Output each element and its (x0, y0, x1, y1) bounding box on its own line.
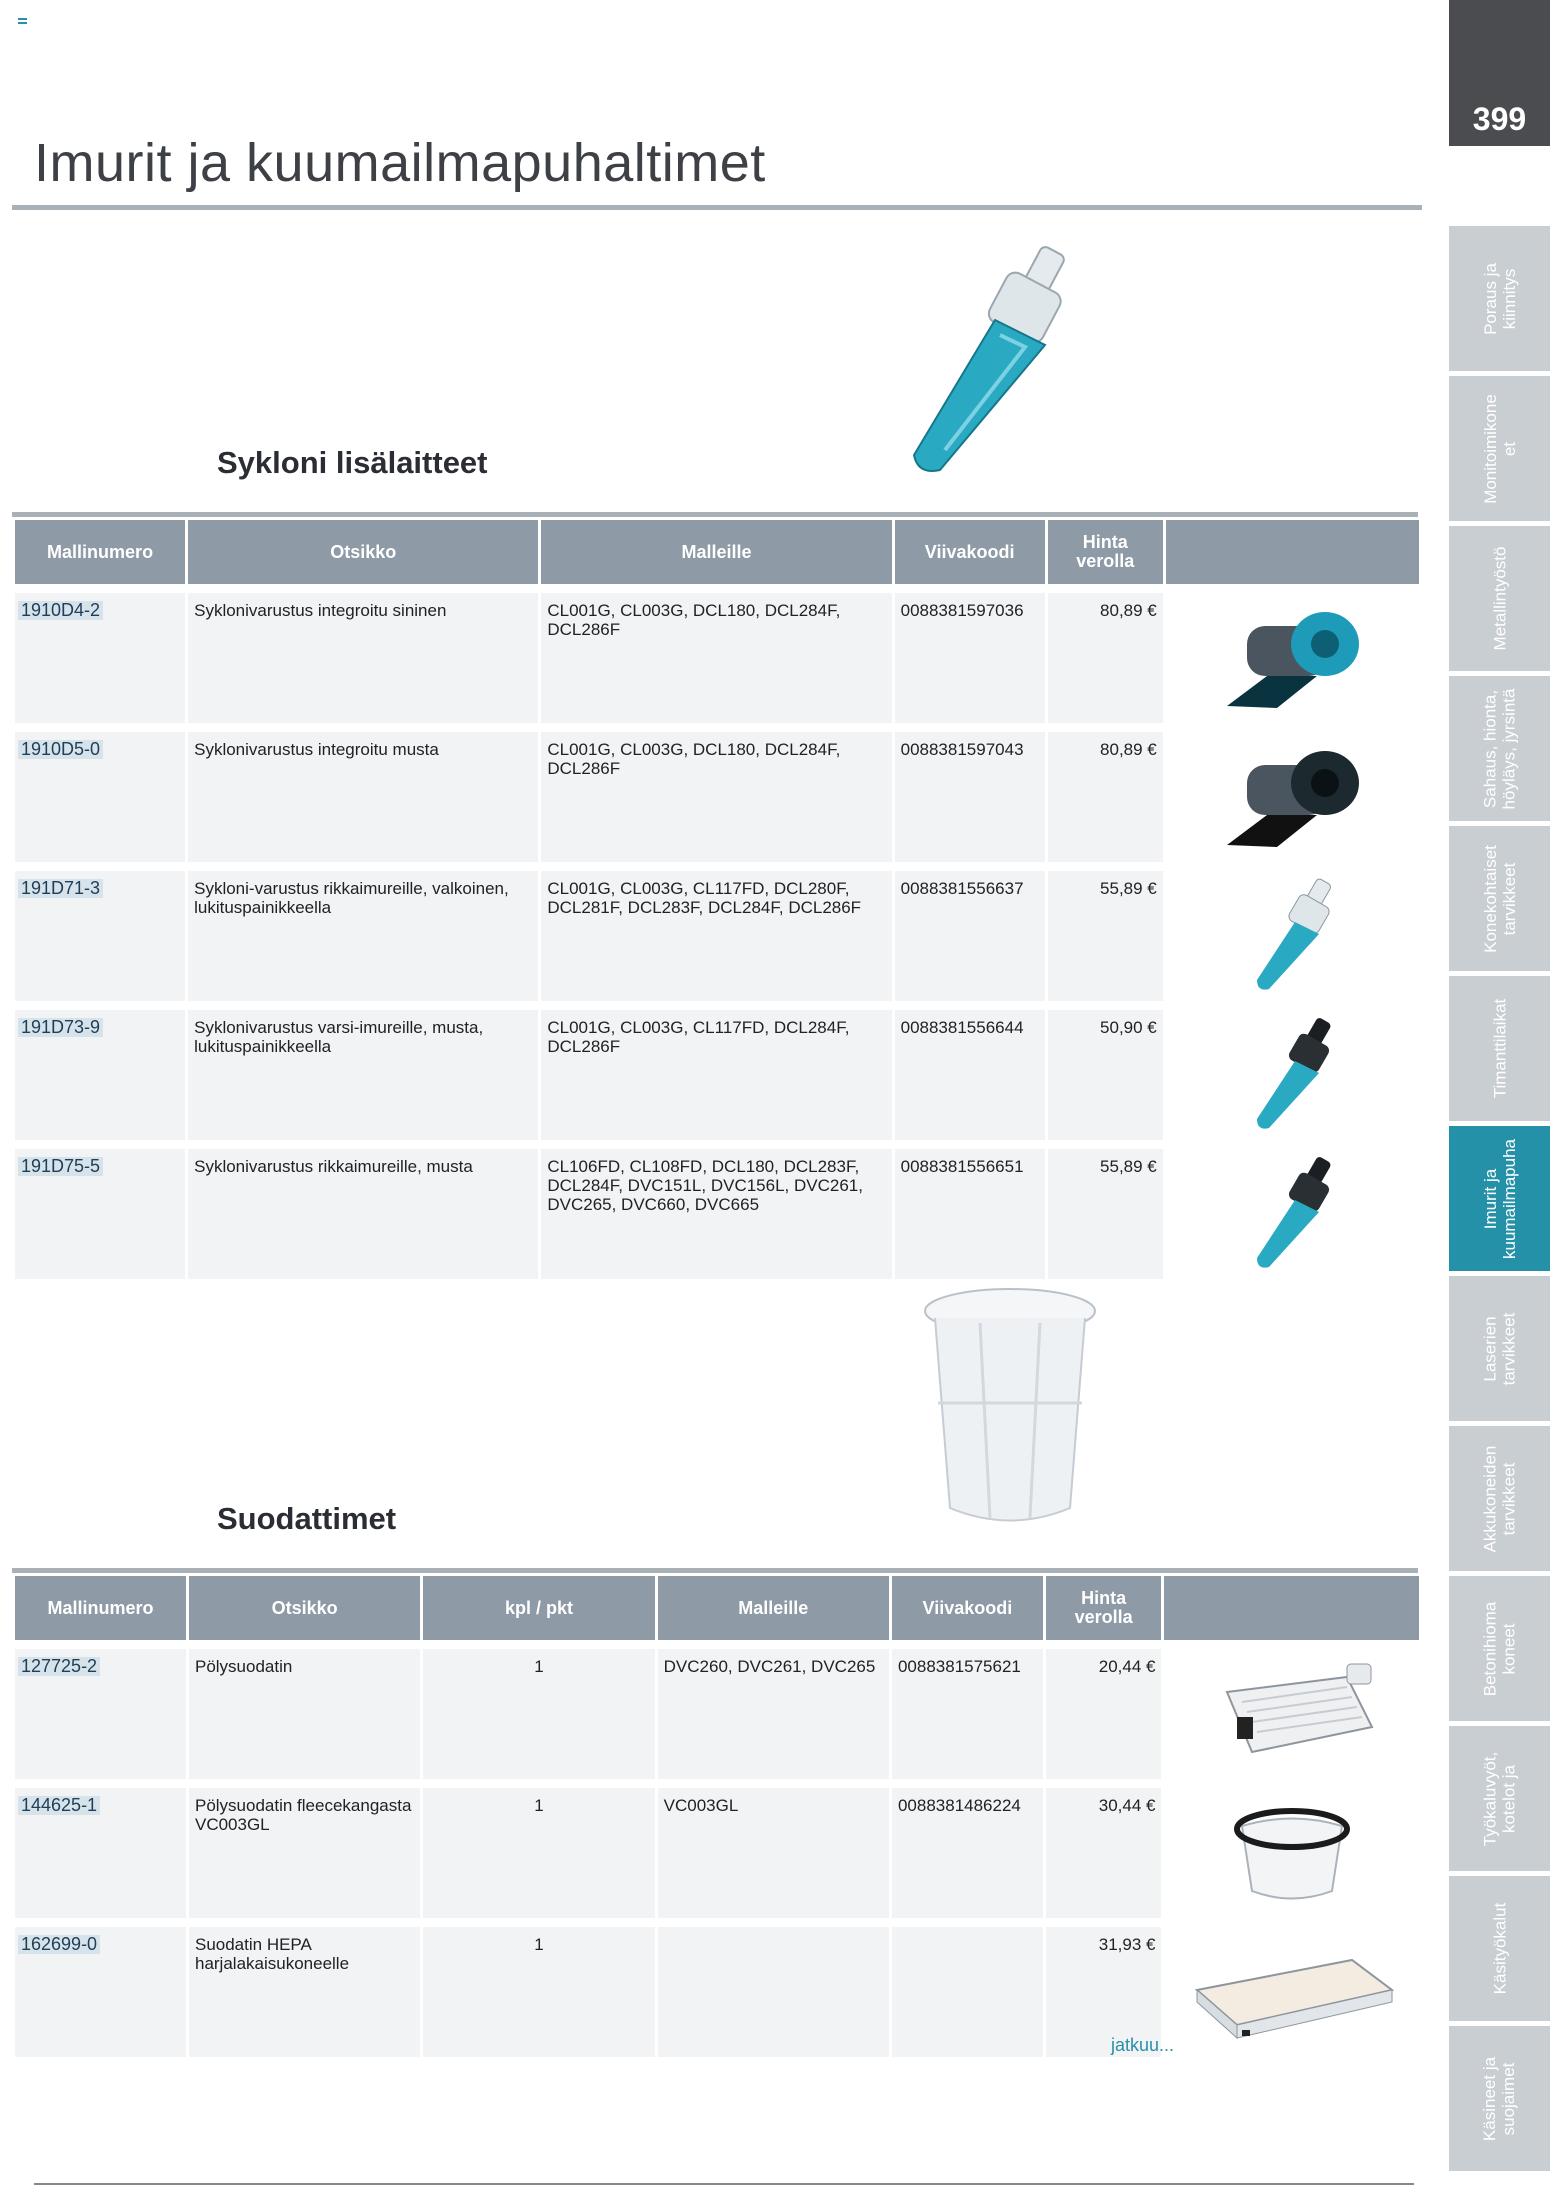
filter-basket-image (920, 1283, 1100, 1528)
cyclone-black-wand-icon (1166, 1140, 1419, 1279)
column-header-title: Otsikko (189, 1576, 420, 1640)
product-title: Pölysuodatin (189, 1640, 420, 1779)
hepa-panel-filter-icon (1164, 1918, 1419, 2057)
section-title-suodattimet: Suodattimet (217, 1501, 397, 1536)
table-row (15, 723, 1419, 862)
price: 80,89 € (1048, 723, 1163, 862)
product-code-link[interactable]: 1910D5-0 (18, 740, 103, 759)
barcode: 0088381597043 (895, 723, 1045, 862)
compatible-models (658, 1918, 889, 2057)
compatible-models: CL001G, CL003G, CL117FD, DCL284F, DCL286F (541, 1001, 891, 1140)
column-header-image (1164, 1576, 1419, 1640)
column-header-for-models: Malleille (541, 520, 891, 584)
page-number-tab (1449, 0, 1550, 146)
product-code-link[interactable]: 127725-2 (18, 1657, 100, 1676)
tab-sahaus[interactable]: Sahaus, hionta, höyläys, jyrsintä (1449, 676, 1550, 821)
barcode: 0088381556644 (895, 1001, 1045, 1140)
compatible-models: DVC260, DVC261, DVC265 (658, 1640, 889, 1779)
fleece-bag-filter-icon (1164, 1779, 1419, 1918)
table-row (15, 1918, 1419, 2057)
cyclone-hero-image (900, 225, 1120, 485)
bottom-divider (34, 2183, 1414, 2185)
tab-timanttilaikat[interactable]: Timanttilaikat (1449, 976, 1550, 1121)
tab-kasityokalut[interactable]: Käsityökalut (1449, 1876, 1550, 2021)
barcode (892, 1918, 1043, 2057)
suodattimet-table (12, 1576, 1422, 2057)
compatible-models: CL106FD, CL108FD, DCL180, DCL283F, DCL284F, DVC151L, DVC156L, DVC261, DVC265, DVC660, DVC665 (541, 1140, 891, 1279)
table-row (15, 1001, 1419, 1140)
column-header-model: Mallinumero (15, 520, 185, 584)
quantity: 1 (423, 1779, 654, 1918)
cyclone-white-wand-icon (1166, 862, 1419, 1001)
price: 30,44 € (1046, 1779, 1162, 1918)
price: 20,44 € (1046, 1640, 1162, 1779)
compatible-models: VC003GL (658, 1779, 889, 1918)
cyclone-black-icon (1166, 723, 1419, 862)
tab-kasineet[interactable]: Käsineet ja suojaimet (1449, 2026, 1550, 2171)
column-header-price: Hinta verolla (1046, 1576, 1162, 1640)
column-header-model: Mallinumero (15, 1576, 186, 1640)
table-row (15, 584, 1419, 723)
column-header-barcode: Viivakoodi (895, 520, 1045, 584)
tab-konekohtaiset[interactable]: Konekohtaiset tarvikkeet (1449, 826, 1550, 971)
product-title: Syklonivarustus rikkaimureille, musta (188, 1140, 538, 1279)
page-title: Imurit ja kuumailmapuhaltimet (34, 133, 766, 193)
section-title-sykloni: Sykloni lisälaitteet (217, 445, 488, 480)
tab-imurit[interactable]: Imurit ja kuumailmapuha (1449, 1126, 1550, 1271)
price: 80,89 € (1048, 584, 1163, 723)
price: 50,90 € (1048, 1001, 1163, 1140)
price: 55,89 € (1048, 862, 1163, 1001)
menu-icon[interactable] (18, 18, 27, 26)
tab-akkukoneiden-tarvikkeet[interactable]: Akkukoneiden tarvikkeet (1449, 1426, 1550, 1571)
cyclone-blue-icon (1166, 584, 1419, 723)
quantity: 1 (423, 1918, 654, 2057)
column-header-for-models: Malleille (658, 1576, 889, 1640)
product-title: Suodatin HEPA harjalakaisukoneelle (189, 1918, 420, 2057)
barcode: 0088381556651 (895, 1140, 1045, 1279)
page-number: 399 (1472, 101, 1527, 137)
barcode: 0088381486224 (892, 1779, 1043, 1918)
continue-link[interactable]: jatkuu... (1111, 2035, 1175, 2055)
cyclone-black-wand-icon (1166, 1001, 1419, 1140)
product-code-link[interactable]: 162699-0 (18, 1935, 100, 1954)
product-code-link[interactable]: 191D71-3 (18, 879, 103, 898)
barcode: 0088381575621 (892, 1640, 1043, 1779)
tab-poraus[interactable]: Poraus ja kiinnitys (1449, 226, 1550, 371)
price: 55,89 € (1048, 1140, 1163, 1279)
table-row (15, 1140, 1419, 1279)
tab-monitoimikoneet[interactable]: Monitoimikone et (1449, 376, 1550, 521)
product-title: Syklonivarustus integroitu musta (188, 723, 538, 862)
column-header-title: Otsikko (188, 520, 538, 584)
table-row (15, 1779, 1419, 1918)
section-divider (12, 512, 1418, 517)
product-title: Pölysuodatin fleecekangasta VC003GL (189, 1779, 420, 1918)
product-title: Syklonivarustus integroitu sininen (188, 584, 538, 723)
compatible-models: CL001G, CL003G, DCL180, DCL284F, DCL286F (541, 584, 891, 723)
price: 31,93 € (1046, 1918, 1162, 2057)
flat-filter-icon (1164, 1640, 1419, 1779)
column-header-barcode: Viivakoodi (892, 1576, 1043, 1640)
barcode: 0088381597036 (895, 584, 1045, 723)
product-title: Sykloni-varustus rikkaimureille, valkoinen, lukituspainikkeella (188, 862, 538, 1001)
tab-metallintyosto[interactable]: Metallintyöstö (1449, 526, 1550, 671)
product-code-link[interactable]: 144625-1 (18, 1796, 100, 1815)
product-code-link[interactable]: 1910D4-2 (18, 601, 103, 620)
quantity: 1 (423, 1640, 654, 1779)
product-title: Syklonivarustus varsi-imureille, musta, lukituspainikkeella (188, 1001, 538, 1140)
column-header-image (1166, 520, 1419, 584)
title-divider (12, 205, 1422, 210)
column-header-price: Hinta verolla (1048, 520, 1163, 584)
tab-tyokaluvyot[interactable]: Työkaluvyöt, kotelot ja (1449, 1726, 1550, 1871)
compatible-models: CL001G, CL003G, CL117FD, DCL280F, DCL281F, DCL283F, DCL284F, DCL286F (541, 862, 891, 1001)
sykloni-table (12, 520, 1422, 1279)
table-row (15, 1640, 1419, 1779)
tab-laserien-tarvikkeet[interactable]: Laserien tarvikkeet (1449, 1276, 1550, 1421)
product-code-link[interactable]: 191D73-9 (18, 1018, 103, 1037)
section-divider (12, 1568, 1418, 1573)
table-row (15, 862, 1419, 1001)
barcode: 0088381556637 (895, 862, 1045, 1001)
tab-betonihiomakoneet[interactable]: Betonihioma koneet (1449, 1576, 1550, 1721)
column-header-qty: kpl / pkt (423, 1576, 654, 1640)
compatible-models: CL001G, CL003G, DCL180, DCL284F, DCL286F (541, 723, 891, 862)
product-code-link[interactable]: 191D75-5 (18, 1157, 103, 1176)
